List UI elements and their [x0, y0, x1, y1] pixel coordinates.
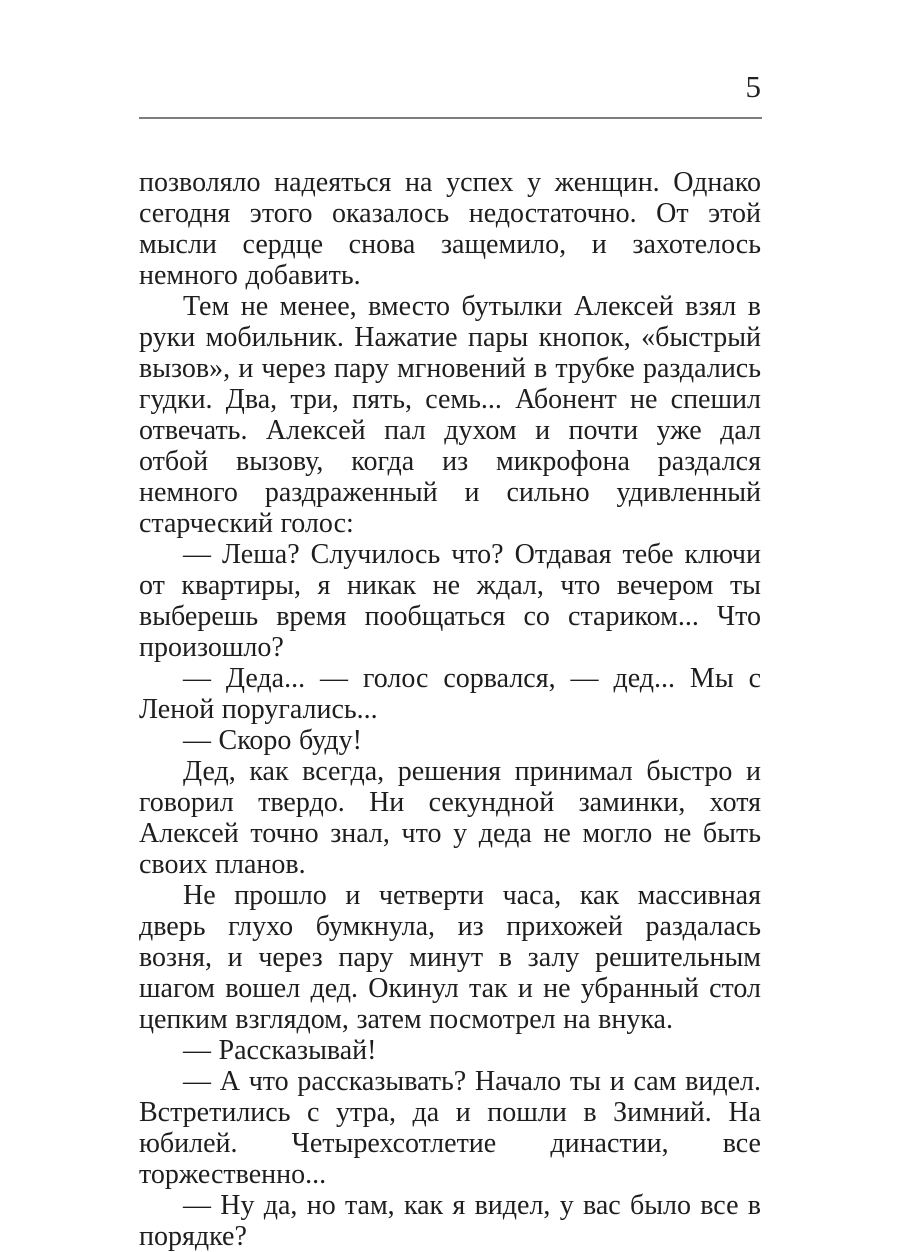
paragraph-continuation: позволяло надеяться на успех у женщин. Однако сегодня этого оказалось недостаточно. От этой мысли сердце снова защемило, и захотелось немного добавить.: [139, 167, 761, 291]
page-number: 5: [745, 69, 761, 104]
paragraph: Дед, как всегда, решения принимал быстро и говорил твердо. Ни секундной заминки, хотя Алексей точно знал, что у деда не могло не быть своих планов.: [139, 756, 761, 880]
paragraph-dialogue: — Скоро буду!: [183, 725, 362, 756]
page-text: [139, 167, 761, 1252]
paragraph-dialogue: — Леша? Случилось что? Отдавая тебе ключи от квартиры, я никак не ждал, что вечером ты выберешь время пообщаться со стариком... Что произошло?: [139, 539, 761, 663]
paragraph-dialogue: — Ну да, но там, как я видел, у вас было все в порядке?: [139, 1190, 761, 1252]
paragraph-dialogue: — А что рассказывать? Начало ты и сам видел. Встретились с утра, да и пошли в Зимний. На юбилей. Четырехсотлетие династии, все торжественно...: [139, 1066, 761, 1190]
header-divider: [139, 117, 762, 119]
paragraph-dialogue: — Деда... — голос сорвался, — дед... Мы с Леной поругались...: [139, 663, 761, 725]
paragraph-dialogue: — Рассказывай!: [183, 1035, 377, 1066]
paragraph: Не прошло и четверти часа, как массивная дверь глухо бумкнула, из прихожей раздалась возня, и через пару минут в залу решительным шагом вошел дед. Окинул так и не убранный стол цепким взглядом, затем посмотрел на внука.: [139, 880, 761, 1035]
paragraph: Тем не менее, вместо бутылки Алексей взял в руки мобильник. Нажатие пары кнопок, «быстрый вызов», и через пару мгновений в трубке раздались гудки. Два, три, пять, семь... Абонент не спешил отвечать. Алексей пал духом и почти уже дал отбой вызову, когда из микрофона раздался немного раздраженный и сильно удивленный старческий голос:: [139, 291, 761, 539]
